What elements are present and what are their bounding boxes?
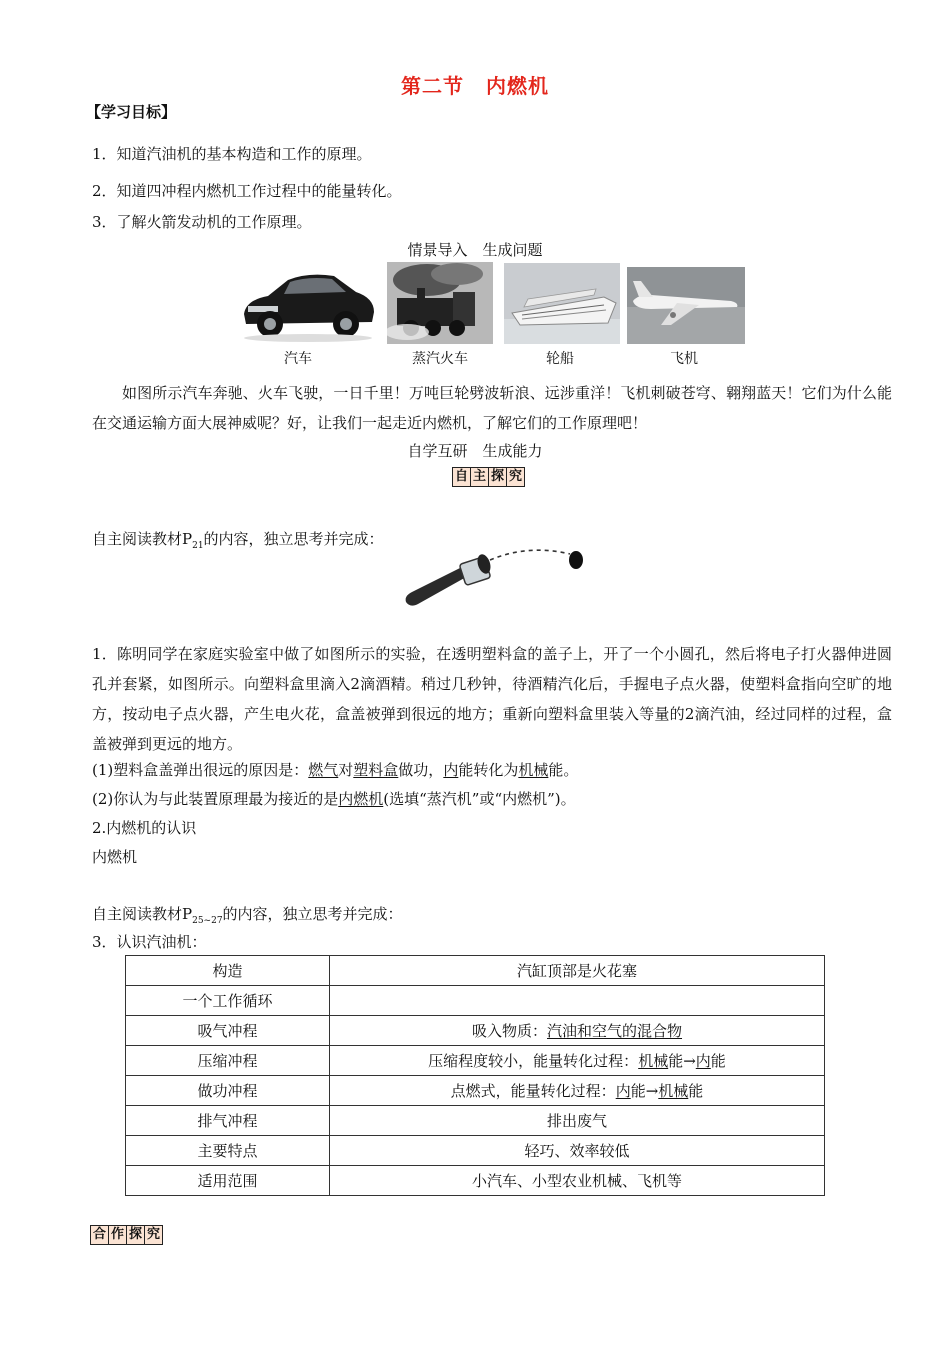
answer-blank: 内 xyxy=(443,761,459,779)
cell-text: 能 xyxy=(688,1082,704,1100)
caption-airplane: 飞机 xyxy=(670,351,698,367)
gasoline-engine-table xyxy=(125,955,825,1196)
row-value xyxy=(330,1046,825,1076)
page-ref: 21 xyxy=(192,541,204,551)
cell-text: 能→ xyxy=(630,1082,659,1100)
row-label: 吸气冲程 xyxy=(126,1016,330,1046)
q1a-text: 对 xyxy=(338,761,354,779)
row-label: 构造 xyxy=(126,956,330,986)
row-label: 压缩冲程 xyxy=(126,1046,330,1076)
table-row xyxy=(126,1106,825,1136)
table-row xyxy=(126,986,825,1016)
q1b-text: (选填“蒸汽机”或“内燃机”)。 xyxy=(383,790,576,808)
row-value: 排出废气 xyxy=(330,1106,825,1136)
row-value: 轻巧、效率较低 xyxy=(330,1136,825,1166)
car-image xyxy=(238,262,378,344)
q1a-text: 能。 xyxy=(548,761,579,779)
reading-text: 自主阅读教材P xyxy=(92,530,193,548)
question-1: 1．陈明同学在家庭实验室中做了如图所示的实验，在透明塑料盒的盖子上，开了一个小圆孔，然后将电子打火器伸进圆孔并套紧，如图所示。向塑料盒里滴入2滴酒精。稍过几秒钟，待酒精汽化后，手握电子点火器，使塑料盒指向空旷的地方，按动电子点火器，产生电火花，盒盖被弹到很远的地方；重新向塑料盒里装入等量的2滴汽油，经过同样的过程，盒盖被弹到更远的地方。 xyxy=(92,645,892,753)
igniter-experiment-image xyxy=(398,546,588,612)
badge-char: 究 xyxy=(508,469,522,484)
question-2-title: 2.内燃机的认识 xyxy=(92,819,197,837)
table-row xyxy=(126,1046,825,1076)
answer-blank: 机械 xyxy=(518,761,549,779)
badge-char: 究 xyxy=(146,1227,160,1242)
reading-instruction-1 xyxy=(92,528,384,551)
answer-blank: 机械 xyxy=(658,1082,689,1100)
question-1b xyxy=(92,788,576,809)
intro-heading: 情景导入 生成问题 xyxy=(407,241,543,259)
caption-car: 汽车 xyxy=(284,351,312,367)
ship-image xyxy=(504,263,620,344)
answer-blank: 内 xyxy=(695,1052,711,1070)
cooperation-badge xyxy=(90,1224,163,1245)
q1a-text: 做功， xyxy=(398,761,444,779)
question-1a xyxy=(92,759,578,780)
row-label: 做功冲程 xyxy=(126,1076,330,1106)
cell-text: 能 xyxy=(710,1052,726,1070)
cell-text: 吸入物质： xyxy=(471,1022,547,1040)
question-2-subtitle: 内燃机 xyxy=(92,848,138,866)
reading-text: 的内容，独立思考并完成： xyxy=(203,530,384,548)
reading-instruction-2 xyxy=(92,903,403,926)
table-row xyxy=(126,956,825,986)
answer-blank: 塑料盒 xyxy=(353,761,399,779)
row-label: 排气冲程 xyxy=(126,1106,330,1136)
answer-blank: 内 xyxy=(615,1082,631,1100)
q1a-text: (1)塑料盒盖弹出很远的原因是： xyxy=(92,761,309,779)
objective-1: 1．知道汽油机的基本构造和工作的原理。 xyxy=(92,145,372,163)
answer-blank: 内燃机 xyxy=(338,790,384,808)
cell-text: 点燃式，能量转化过程： xyxy=(450,1082,616,1100)
row-value xyxy=(330,986,825,1016)
objective-3: 3．了解火箭发动机的工作原理。 xyxy=(92,213,312,231)
q1b-text: (2)你认为与此装置原理最为接近的是 xyxy=(92,790,339,808)
badge-char: 自 xyxy=(453,468,471,486)
cell-text: 能→ xyxy=(668,1052,696,1070)
badge-char: 作 xyxy=(109,1226,127,1244)
title-topic: 内燃机 xyxy=(486,74,549,98)
badge-char: 合 xyxy=(91,1226,109,1244)
table-row xyxy=(126,1166,825,1196)
row-value: 汽缸顶部是火花塞 xyxy=(330,956,825,986)
badge-char: 主 xyxy=(471,468,489,486)
cell-text: 压缩程度较小，能量转化过程： xyxy=(428,1052,639,1070)
self-study-heading: 自学互研 生成能力 xyxy=(407,442,543,460)
answer-blank: 汽油和空气的混合物 xyxy=(547,1022,683,1040)
reading-text: 自主阅读教材P xyxy=(92,905,193,923)
title-section: 第二节 xyxy=(401,74,464,98)
row-value xyxy=(330,1076,825,1106)
table-row xyxy=(126,1016,825,1046)
answer-blank: 机械 xyxy=(638,1052,669,1070)
airplane-image xyxy=(627,267,745,344)
table-row xyxy=(126,1076,825,1106)
page-title xyxy=(0,70,950,99)
reading-text: 的内容，独立思考并完成： xyxy=(222,905,403,923)
row-label: 主要特点 xyxy=(126,1136,330,1166)
badge-char: 探 xyxy=(127,1226,145,1244)
objective-2: 2．知道四冲程内燃机工作过程中的能量转化。 xyxy=(92,182,402,200)
page-ref: 25~27 xyxy=(192,916,223,926)
row-value xyxy=(330,1016,825,1046)
row-label: 一个工作循环 xyxy=(126,986,330,1016)
steam-train-image xyxy=(387,262,493,344)
objectives-header: 【学习目标】 xyxy=(86,103,177,121)
badge-char: 探 xyxy=(489,468,507,486)
question-3-title: 3．认识汽油机： xyxy=(92,933,207,951)
intro-paragraph: 如图所示汽车奔驰、火车飞驶，一日千里！万吨巨轮劈波斩浪、远涉重洋！飞机刺破苍穹、翱翔蓝天！它们为什么能在交通运输方面大展神威呢？好，让我们一起走近内燃机，了解它们的工作原理吧！ xyxy=(92,384,892,432)
self-explore-badge xyxy=(452,466,525,487)
caption-steam-train: 蒸汽火车 xyxy=(412,351,468,367)
answer-blank: 燃气 xyxy=(308,761,339,779)
row-value: 小汽车、小型农业机械、飞机等 xyxy=(330,1166,825,1196)
q1a-text: 能转化为 xyxy=(458,761,519,779)
table-row xyxy=(126,1136,825,1166)
row-label: 适用范围 xyxy=(126,1166,330,1196)
caption-ship: 轮船 xyxy=(546,351,574,367)
